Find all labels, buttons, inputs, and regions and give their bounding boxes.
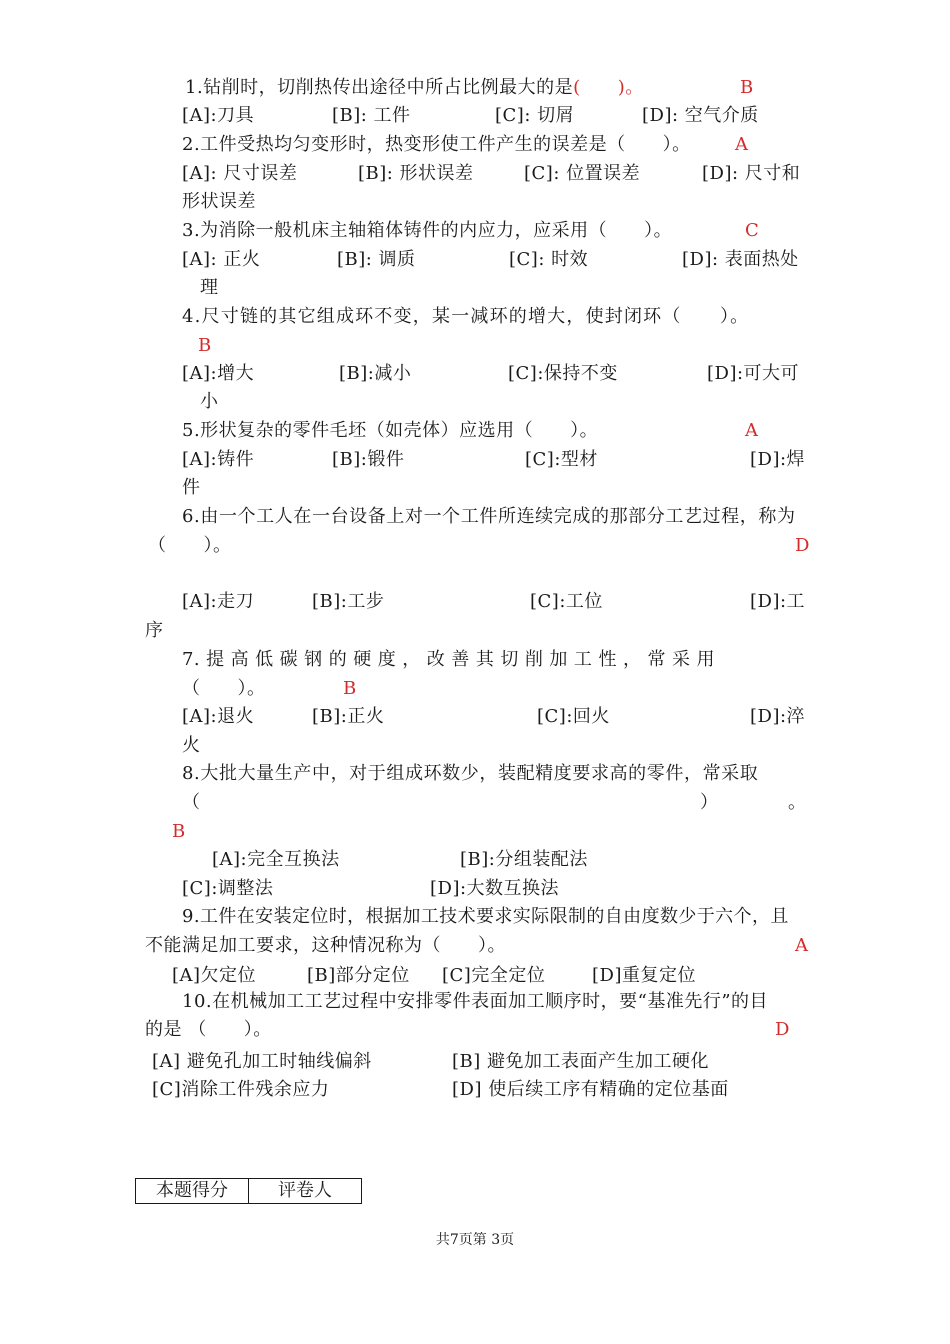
question-9-stem: 9.工件在安装定位时，根据加工技术要求实际限制的自由度数少于六个，且 bbox=[182, 906, 789, 927]
question-5-answer: A bbox=[745, 420, 759, 441]
option-c: [C]消除工件残余应力 bbox=[152, 1079, 330, 1100]
option-d: [D]重复定位 bbox=[592, 965, 696, 986]
question-5-option-wrap: 件 bbox=[182, 477, 201, 498]
option-d: [D]: 空气介质 bbox=[642, 105, 759, 126]
option-d: [D]:淬 bbox=[750, 706, 806, 727]
option-a: [A]:退火 bbox=[182, 706, 255, 727]
question-7-stem-wrap: （ ）。 bbox=[182, 678, 266, 699]
question-1-stem bbox=[185, 76, 644, 100]
question-10-options-row-2 bbox=[152, 1078, 772, 1102]
question-6-options bbox=[182, 590, 812, 614]
question-4-options bbox=[182, 362, 812, 386]
option-b: [B]部分定位 bbox=[307, 965, 410, 986]
score-label: 本题得分 bbox=[136, 1179, 249, 1204]
option-d: [D] 使后续工序有精确的定位基面 bbox=[452, 1079, 729, 1100]
option-b: [B]: 调质 bbox=[337, 249, 416, 270]
question-1-options bbox=[182, 104, 812, 128]
question-10-stem: 10.在机械加工工艺过程中安排零件表面加工顺序时，要“基准先行”的目 bbox=[182, 991, 769, 1012]
question-10-stem-wrap: 的是 （ ）。 bbox=[145, 1019, 272, 1040]
question-10-options-row-1 bbox=[152, 1050, 772, 1074]
option-b: [B]:正火 bbox=[312, 706, 385, 727]
question-6-answer: D bbox=[795, 535, 810, 556]
option-a: [A]:刀具 bbox=[182, 105, 255, 126]
question-1-text: 1.钻削时，切削热传出途径中所占比例最大的是 bbox=[185, 77, 574, 98]
option-c: [C]:工位 bbox=[530, 591, 603, 612]
question-1-blank: ( )。 bbox=[573, 77, 644, 98]
option-c: [C]完全定位 bbox=[442, 965, 546, 986]
question-9-answer: A bbox=[795, 935, 809, 956]
option-c: [C]:调整法 bbox=[182, 878, 274, 899]
option-b: [B]:锻件 bbox=[332, 449, 405, 470]
question-4-option-wrap: 小 bbox=[200, 391, 219, 412]
option-a: [A]: 尺寸误差 bbox=[182, 163, 298, 184]
option-d: [D]:焊 bbox=[750, 449, 806, 470]
option-a: [A] 避免孔加工时轴线偏斜 bbox=[152, 1051, 372, 1072]
option-c: [C]: 切屑 bbox=[495, 105, 575, 126]
option-a: [A]:铸件 bbox=[182, 449, 255, 470]
question-4-stem: 4.尺寸链的其它组成环不变，某一减环的增大，使封闭环（ ）。 bbox=[182, 306, 750, 327]
option-a: [A]:增大 bbox=[182, 363, 255, 384]
option-a: [A]:走刀 bbox=[182, 591, 255, 612]
question-6-stem-wrap: （ ）。 bbox=[148, 535, 232, 556]
question-8-options-row-1 bbox=[212, 848, 732, 872]
option-b: [B] 避免加工表面产生加工硬化 bbox=[452, 1051, 709, 1072]
option-b: [B]:减小 bbox=[339, 363, 412, 384]
question-1-answer: B bbox=[740, 77, 754, 98]
question-3-options bbox=[182, 248, 812, 272]
question-5-stem: 5.形状复杂的零件毛坯（如壳体）应选用（ ）。 bbox=[182, 420, 599, 441]
question-3-answer: C bbox=[745, 220, 760, 241]
question-2-options bbox=[182, 162, 812, 186]
question-9-options bbox=[172, 964, 772, 988]
question-8-wrap-open: （ bbox=[182, 792, 201, 813]
question-6-option-wrap: 序 bbox=[145, 620, 164, 641]
option-a: [A]:完全互换法 bbox=[212, 849, 340, 870]
option-c: [C]: 位置误差 bbox=[524, 163, 641, 184]
question-5-options bbox=[182, 448, 812, 472]
option-d: [D]:可大可 bbox=[707, 363, 800, 384]
question-8-stem: 8.大批大量生产中，对于组成环数少，装配精度要求高的零件，常采取 bbox=[182, 763, 759, 784]
option-c: [C]:回火 bbox=[537, 706, 610, 727]
question-3-option-wrap: 理 bbox=[200, 277, 219, 298]
question-7-option-wrap: 火 bbox=[182, 735, 201, 756]
option-a: [A]欠定位 bbox=[172, 965, 257, 986]
question-8-options-row-2 bbox=[182, 877, 702, 901]
question-8-wrap-end: 。 bbox=[788, 792, 807, 813]
option-c: [C]:型材 bbox=[525, 449, 598, 470]
question-3-stem: 3.为消除一般机床主轴箱体铸件的内应力，应采用（ ）。 bbox=[182, 220, 673, 241]
question-2-answer: A bbox=[735, 134, 749, 155]
score-table bbox=[135, 1178, 362, 1204]
question-7-options bbox=[182, 705, 812, 729]
option-d: [D]:工 bbox=[750, 591, 806, 612]
question-10-answer: D bbox=[775, 1019, 790, 1040]
option-b: [B]:分组装配法 bbox=[460, 849, 588, 870]
option-b: [B]: 工件 bbox=[332, 105, 411, 126]
option-d: [D]:大数互换法 bbox=[430, 878, 560, 899]
option-c: [C]:保持不变 bbox=[508, 363, 618, 384]
option-b: [B]: 形状误差 bbox=[358, 163, 474, 184]
question-8-wrap-close: ） bbox=[700, 792, 719, 813]
option-c: [C]: 时效 bbox=[509, 249, 589, 270]
question-6-stem: 6.由一个工人在一台设备上对一个工件所连续完成的那部分工艺过程，称为 bbox=[182, 506, 796, 527]
question-4-answer: B bbox=[198, 335, 212, 356]
question-2-stem: 2.工件受热均匀变形时，热变形使工件产生的误差是（ ）。 bbox=[182, 134, 691, 155]
question-2-option-wrap: 形状误差 bbox=[182, 191, 256, 212]
option-b: [B]:工步 bbox=[312, 591, 385, 612]
option-a: [A]: 正火 bbox=[182, 249, 261, 270]
grader-label: 评卷人 bbox=[249, 1179, 362, 1204]
question-8-answer: B bbox=[172, 821, 186, 842]
option-d: [D]: 表面热处 bbox=[682, 249, 799, 270]
question-7-stem: 7. 提 高 低 碳 钢 的 硬 度 ， 改 善 其 切 削 加 工 性 ， 常 采 用 bbox=[182, 649, 715, 670]
question-7-answer: B bbox=[343, 678, 357, 699]
page-footer: 共7页第 3页 bbox=[435, 1232, 515, 1248]
option-d: [D]: 尺寸和 bbox=[702, 163, 801, 184]
question-9-stem-wrap: 不能满足加工要求，这种情况称为（ ）。 bbox=[145, 935, 506, 956]
